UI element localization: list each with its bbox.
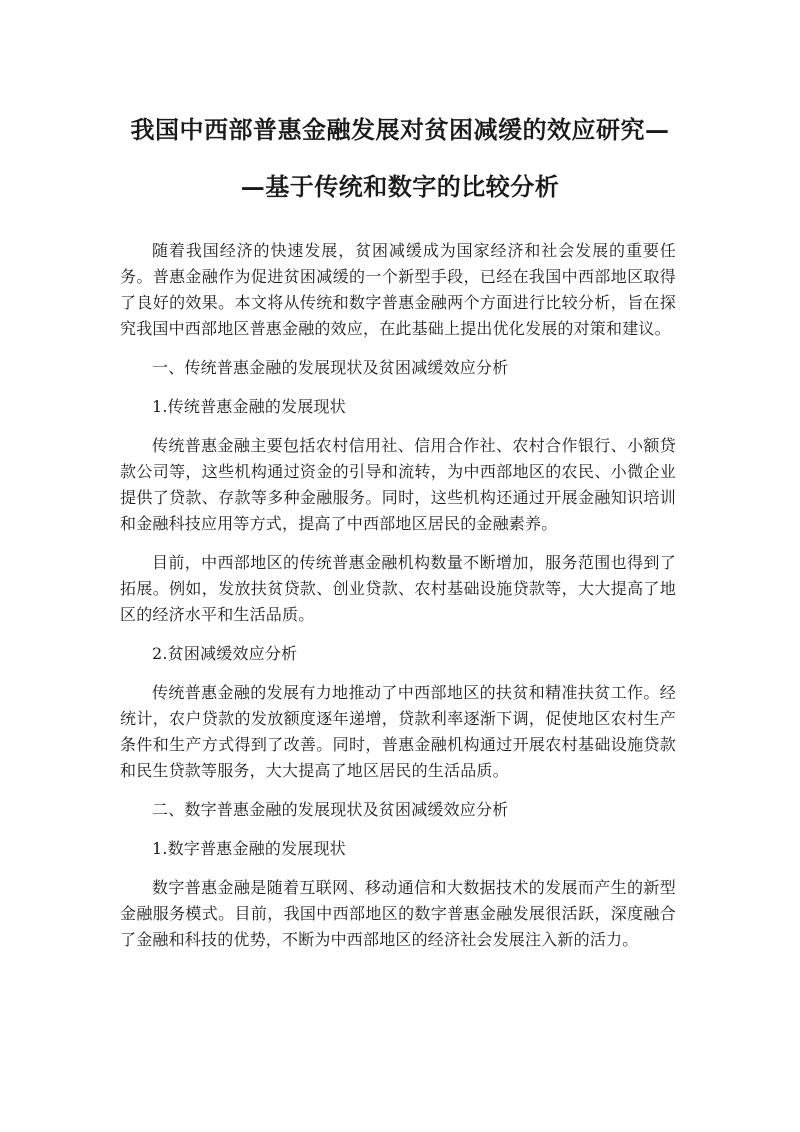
subsection-heading-1-1: 1.传统普惠金融的发展现状	[152, 397, 346, 416]
document-title-line-2: —基于传统和数字的比较分析	[240, 172, 560, 201]
subsection-heading-1-2: 2.贫困减缓效应分析	[152, 644, 298, 663]
section-heading-2: 二、数字普惠金融的发展现状及贫困减缓效应分析	[152, 800, 509, 819]
subsection-heading-2-1: 1.数字普惠金融的发展现状	[152, 839, 346, 858]
body-paragraph: 目前，中西部地区的传统普惠金融机构数量不断增加，服务范围也得到了拓展。例如，发放扶贫贷款、创业贷款、农村基础设施贷款等，大大提高了地区的经济水平和生活品质。	[120, 553, 676, 624]
body-paragraph: 传统普惠金融主要包括农村信用社、信用合作社、农村合作银行、小额贷款公司等，这些机构通过资金的引导和流转，为中西部地区的农民、小微企业提供了贷款、存款等多种金融服务。同时，这些机构还通过开展金融知识培训和金融科技应用等方式，提高了中西部地区居民的金融素养。	[120, 436, 676, 533]
document-body	[120, 238, 676, 966]
document-title-line-1: 我国中西部普惠金融发展对贫困减缓的效应研究—	[130, 115, 670, 144]
section-heading-1: 一、传统普惠金融的发展现状及贫困减缓效应分析	[152, 358, 509, 377]
intro-paragraph: 随着我国经济的快速发展，贫困减缓成为国家经济和社会发展的重要任务。普惠金融作为促进贫困减缓的一个新型手段，已经在我国中西部地区取得了良好的效果。本文将从传统和数字普惠金融两个方面进行比较分析，旨在探究我国中西部地区普惠金融的效应，在此基础上提出优化发展的对策和建议。	[120, 241, 676, 338]
body-paragraph: 传统普惠金融的发展有力地推动了中西部地区的扶贫和精准扶贫工作。经统计，农户贷款的发放额度逐年递增，贷款利率逐渐下调，促使地区农村生产条件和生产方式得到了改善。同时，普惠金融机构通过开展农村基础设施贷款和民生贷款等服务，大大提高了地区居民的生活品质。	[120, 683, 676, 780]
body-paragraph: 数字普惠金融是随着互联网、移动通信和大数据技术的发展而产生的新型金融服务模式。目前，我国中西部地区的数字普惠金融发展很活跃，深度融合了金融和科技的优势，不断为中西部地区的经济社会发展注入新的活力。	[120, 878, 676, 949]
